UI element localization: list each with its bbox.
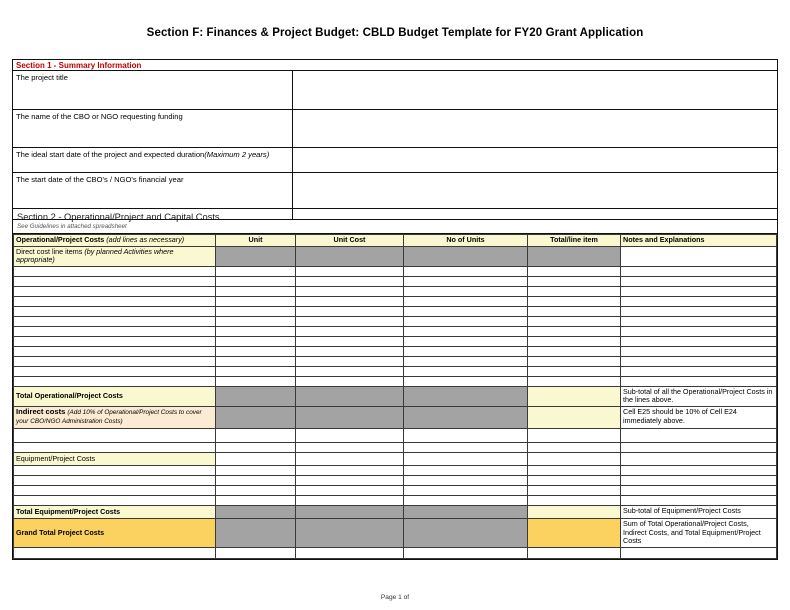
cell-unit[interactable]	[216, 346, 296, 356]
table-row	[14, 428, 777, 442]
cell-total-line-item[interactable]	[528, 547, 621, 558]
cell-unit-cost[interactable]	[296, 376, 404, 386]
equipment-header-row	[14, 452, 777, 465]
cell-unit-cost[interactable]	[296, 428, 404, 442]
cell-unit[interactable]	[216, 442, 296, 452]
cell-total-line-item[interactable]	[528, 316, 621, 326]
indirect-costs-unit-cost-locked	[296, 406, 404, 428]
label-financial-year: The start date of the CBO's / NGO's financial year	[13, 173, 293, 219]
cell-no-of-units[interactable]	[404, 475, 528, 485]
cell-unit-cost[interactable]	[296, 346, 404, 356]
table-row	[14, 276, 777, 286]
cell-total-line-item[interactable]	[528, 442, 621, 452]
cell-unit-cost[interactable]	[296, 266, 404, 276]
page-title: Section F: Finances & Project Budget: CBLD Budget Template for FY20 Grant Application	[146, 27, 644, 39]
cell-description[interactable]	[14, 326, 216, 336]
total-operational-row	[14, 386, 777, 406]
indirect-costs-notes: Cell E25 should be 10% of Cell E24 immediately above.	[621, 406, 777, 428]
cell-description[interactable]	[14, 442, 216, 452]
total-equipment-value[interactable]	[528, 505, 621, 518]
total-equipment-unit-locked	[216, 505, 296, 518]
cell-unit-cost[interactable]	[296, 316, 404, 326]
grand-total-no-of-units-locked	[404, 518, 528, 547]
cell-notes[interactable]	[621, 485, 777, 495]
cell-unit-cost[interactable]	[296, 495, 404, 505]
cell-no-of-units[interactable]	[404, 296, 528, 306]
cell-no-of-units[interactable]	[404, 485, 528, 495]
direct-cost-no-of-units-locked	[404, 246, 528, 266]
cell-total-line-item[interactable]	[528, 306, 621, 316]
cell-no-of-units[interactable]	[404, 326, 528, 336]
section-1-row-organisation-name	[13, 110, 777, 148]
cell-no-of-units[interactable]	[404, 316, 528, 326]
direct-cost-unit-locked	[216, 246, 296, 266]
input-organisation-name[interactable]	[293, 110, 777, 147]
cell-unit[interactable]	[216, 376, 296, 386]
cell-total-line-item[interactable]	[528, 276, 621, 286]
cell-no-of-units[interactable]	[404, 366, 528, 376]
total-equipment-no-of-units-locked	[404, 505, 528, 518]
cell-description[interactable]	[14, 465, 216, 475]
cell-notes[interactable]	[621, 356, 777, 366]
cell-unit[interactable]	[216, 286, 296, 296]
input-project-title[interactable]	[293, 71, 777, 109]
section-1-row-project-title	[13, 71, 777, 110]
cell-description[interactable]	[14, 316, 216, 326]
cell-total-line-item[interactable]	[528, 326, 621, 336]
column-header-unit-cost: Unit Cost	[296, 235, 404, 247]
table-row	[14, 346, 777, 356]
total-equipment-label: Total Equipment/Project Costs	[14, 505, 216, 518]
table-row	[14, 547, 777, 558]
total-operational-no-of-units-locked	[404, 386, 528, 406]
cell-unit-cost[interactable]	[296, 442, 404, 452]
indirect-costs-value[interactable]	[528, 406, 621, 428]
cell-total-line-item[interactable]	[528, 296, 621, 306]
cell-total-line-item[interactable]	[528, 346, 621, 356]
total-operational-unit-locked	[216, 386, 296, 406]
table-row	[14, 296, 777, 306]
section-2-header-block	[13, 209, 777, 234]
equipment-header-no-of-units[interactable]	[404, 452, 528, 465]
cell-description[interactable]	[14, 366, 216, 376]
indirect-costs-unit-locked	[216, 406, 296, 428]
cell-notes[interactable]	[621, 346, 777, 356]
cell-total-line-item[interactable]	[528, 475, 621, 485]
cell-unit[interactable]	[216, 316, 296, 326]
section-1-row-start-date-duration	[13, 148, 777, 173]
table-row	[14, 336, 777, 346]
cell-unit[interactable]	[216, 475, 296, 485]
cell-notes[interactable]	[621, 547, 777, 558]
cell-notes[interactable]	[621, 266, 777, 276]
column-header-total-line-item: Total/line item	[528, 235, 621, 247]
table-row	[14, 366, 777, 376]
table-row	[14, 306, 777, 316]
direct-cost-label-cell	[14, 246, 216, 266]
label-organisation-name: The name of the CBO or NGO requesting funding	[13, 110, 293, 147]
cell-unit[interactable]	[216, 356, 296, 366]
table-row	[14, 376, 777, 386]
cell-total-line-item[interactable]	[528, 286, 621, 296]
grand-total-unit-cost-locked	[296, 518, 404, 547]
total-operational-label: Total Operational/Project Costs	[14, 386, 216, 406]
direct-cost-unit-cost-locked	[296, 246, 404, 266]
cell-unit[interactable]	[216, 465, 296, 475]
equipment-header-total[interactable]	[528, 452, 621, 465]
column-header-description-label: Operational/Project Costs	[16, 235, 105, 244]
cell-notes[interactable]	[621, 336, 777, 346]
cell-unit[interactable]	[216, 366, 296, 376]
table-row	[14, 475, 777, 485]
cell-description[interactable]	[14, 266, 216, 276]
cell-total-line-item[interactable]	[528, 495, 621, 505]
total-equipment-note: Sub-total of Equipment/Project Costs	[621, 505, 777, 518]
table-row	[14, 326, 777, 336]
grand-total-unit-locked	[216, 518, 296, 547]
cell-no-of-units[interactable]	[404, 336, 528, 346]
column-header-no-of-units: No of Units	[404, 235, 528, 247]
total-equipment-row	[14, 505, 777, 518]
cell-no-of-units[interactable]	[404, 276, 528, 286]
cell-unit-cost[interactable]	[296, 356, 404, 366]
direct-cost-notes-cell[interactable]	[621, 246, 777, 266]
cell-notes[interactable]	[621, 286, 777, 296]
cell-no-of-units[interactable]	[404, 286, 528, 296]
cell-unit[interactable]	[216, 485, 296, 495]
column-header-notes: Notes and Explanations	[621, 235, 777, 247]
cell-description[interactable]	[14, 296, 216, 306]
cell-notes[interactable]	[621, 366, 777, 376]
table-row	[14, 442, 777, 452]
grand-total-note: Sum of Total Operational/Project Costs, Indirect Costs, and Total Equipment/Project Costs	[621, 518, 777, 547]
cell-notes[interactable]	[621, 306, 777, 316]
cell-unit-cost[interactable]	[296, 475, 404, 485]
label-project-title: The project title	[13, 71, 293, 109]
budget-table	[13, 234, 777, 559]
cell-notes[interactable]	[621, 376, 777, 386]
section-2-subheading: See Guidelines in attached spreadsheet	[17, 223, 127, 230]
cell-notes[interactable]	[621, 465, 777, 475]
table-header-row	[14, 235, 777, 247]
page-footer: Page 1 of	[380, 594, 410, 601]
cell-unit[interactable]	[216, 495, 296, 505]
cell-no-of-units[interactable]	[404, 442, 528, 452]
table-row	[14, 465, 777, 475]
cell-unit[interactable]	[216, 336, 296, 346]
cell-unit-cost[interactable]	[296, 366, 404, 376]
section-2-heading: Section 2 - Operational/Project and Capital Costs	[17, 212, 220, 222]
label-start-date-duration-italic: (Maximum 2 years)	[204, 150, 270, 159]
cell-no-of-units[interactable]	[404, 356, 528, 366]
table-row	[14, 495, 777, 505]
cell-description[interactable]	[14, 356, 216, 366]
cell-total-line-item[interactable]	[528, 266, 621, 276]
cell-no-of-units[interactable]	[404, 465, 528, 475]
indirect-costs-no-of-units-locked	[404, 406, 528, 428]
equipment-header-label: Equipment/Project Costs	[14, 452, 216, 465]
total-operational-unit-cost-locked	[296, 386, 404, 406]
cell-total-line-item[interactable]	[528, 485, 621, 495]
cell-notes[interactable]	[621, 495, 777, 505]
total-operational-note: Sub-total of all the Operational/Project Costs in the lines above.	[621, 386, 777, 406]
cell-total-line-item[interactable]	[528, 336, 621, 346]
cell-total-line-item[interactable]	[528, 376, 621, 386]
indirect-costs-note-italic: (Add 10% of Operational/Project Costs to cover your CBO/NGO Administration Costs)	[16, 408, 202, 425]
table-row	[14, 286, 777, 296]
label-start-date-duration	[13, 148, 293, 172]
cell-notes[interactable]	[621, 475, 777, 485]
cell-unit-cost[interactable]	[296, 306, 404, 316]
cell-description[interactable]	[14, 475, 216, 485]
equipment-header-unit[interactable]	[216, 452, 296, 465]
cell-unit-cost[interactable]	[296, 326, 404, 336]
section-1-banner: Section 1 - Summary Information	[13, 60, 777, 71]
cell-total-line-item[interactable]	[528, 356, 621, 366]
input-start-date-duration[interactable]	[293, 148, 777, 172]
table-row	[14, 266, 777, 276]
direct-cost-label: Direct cost line items	[16, 246, 83, 256]
cell-notes[interactable]	[621, 442, 777, 452]
section-1-summary-information	[12, 59, 778, 220]
column-header-unit: Unit	[216, 235, 296, 247]
cell-unit-cost[interactable]	[296, 485, 404, 495]
cell-description[interactable]	[14, 276, 216, 286]
cell-no-of-units[interactable]	[404, 495, 528, 505]
indirect-costs-label-cell	[14, 406, 216, 428]
cell-unit-cost[interactable]	[296, 547, 404, 558]
direct-cost-header-row	[14, 246, 777, 266]
cell-description[interactable]	[14, 346, 216, 356]
cell-unit-cost[interactable]	[296, 336, 404, 346]
grand-total-label: Grand Total Project Costs	[14, 518, 216, 547]
column-header-description	[14, 235, 216, 247]
cell-description[interactable]	[14, 547, 216, 558]
table-row	[14, 485, 777, 495]
cell-no-of-units[interactable]	[404, 306, 528, 316]
grand-total-row	[14, 518, 777, 547]
cell-unit[interactable]	[216, 306, 296, 316]
cell-notes[interactable]	[621, 428, 777, 442]
cell-notes[interactable]	[621, 326, 777, 336]
cell-unit-cost[interactable]	[296, 296, 404, 306]
cell-description[interactable]	[14, 376, 216, 386]
cell-notes[interactable]	[621, 296, 777, 306]
cell-unit[interactable]	[216, 326, 296, 336]
grand-total-value[interactable]	[528, 518, 621, 547]
indirect-costs-row	[14, 406, 777, 428]
cell-total-line-item[interactable]	[528, 366, 621, 376]
column-header-description-note: (add lines as necessary)	[106, 235, 185, 244]
cell-description[interactable]	[14, 495, 216, 505]
total-equipment-unit-cost-locked	[296, 505, 404, 518]
equipment-header-notes[interactable]	[621, 452, 777, 465]
cell-no-of-units[interactable]	[404, 346, 528, 356]
indirect-costs-label: Indirect costs	[16, 406, 66, 416]
cell-unit[interactable]	[216, 428, 296, 442]
cell-unit-cost[interactable]	[296, 286, 404, 296]
cell-unit[interactable]	[216, 547, 296, 558]
cell-description[interactable]	[14, 306, 216, 316]
cell-no-of-units[interactable]	[404, 266, 528, 276]
cell-description[interactable]	[14, 485, 216, 495]
cell-unit[interactable]	[216, 266, 296, 276]
cell-unit-cost[interactable]	[296, 276, 404, 286]
cell-notes[interactable]	[621, 276, 777, 286]
cell-total-line-item[interactable]	[528, 428, 621, 442]
equipment-header-unit-cost[interactable]	[296, 452, 404, 465]
table-row	[14, 356, 777, 366]
label-start-date-duration-plain: The ideal start date of the project and expected duration	[16, 150, 205, 159]
cell-description[interactable]	[14, 286, 216, 296]
cell-description[interactable]	[14, 428, 216, 442]
section-2-operational-capital-costs	[12, 208, 778, 560]
direct-cost-note: (by planned Activities where appropriate)	[16, 246, 174, 265]
cell-unit-cost[interactable]	[296, 465, 404, 475]
cell-no-of-units[interactable]	[404, 428, 528, 442]
cell-notes[interactable]	[621, 316, 777, 326]
direct-cost-total-locked	[528, 246, 621, 266]
table-row	[14, 316, 777, 326]
cell-description[interactable]	[14, 336, 216, 346]
cell-unit[interactable]	[216, 296, 296, 306]
total-operational-value[interactable]	[528, 386, 621, 406]
cell-total-line-item[interactable]	[528, 465, 621, 475]
cell-unit[interactable]	[216, 276, 296, 286]
cell-no-of-units[interactable]	[404, 547, 528, 558]
cell-no-of-units[interactable]	[404, 376, 528, 386]
